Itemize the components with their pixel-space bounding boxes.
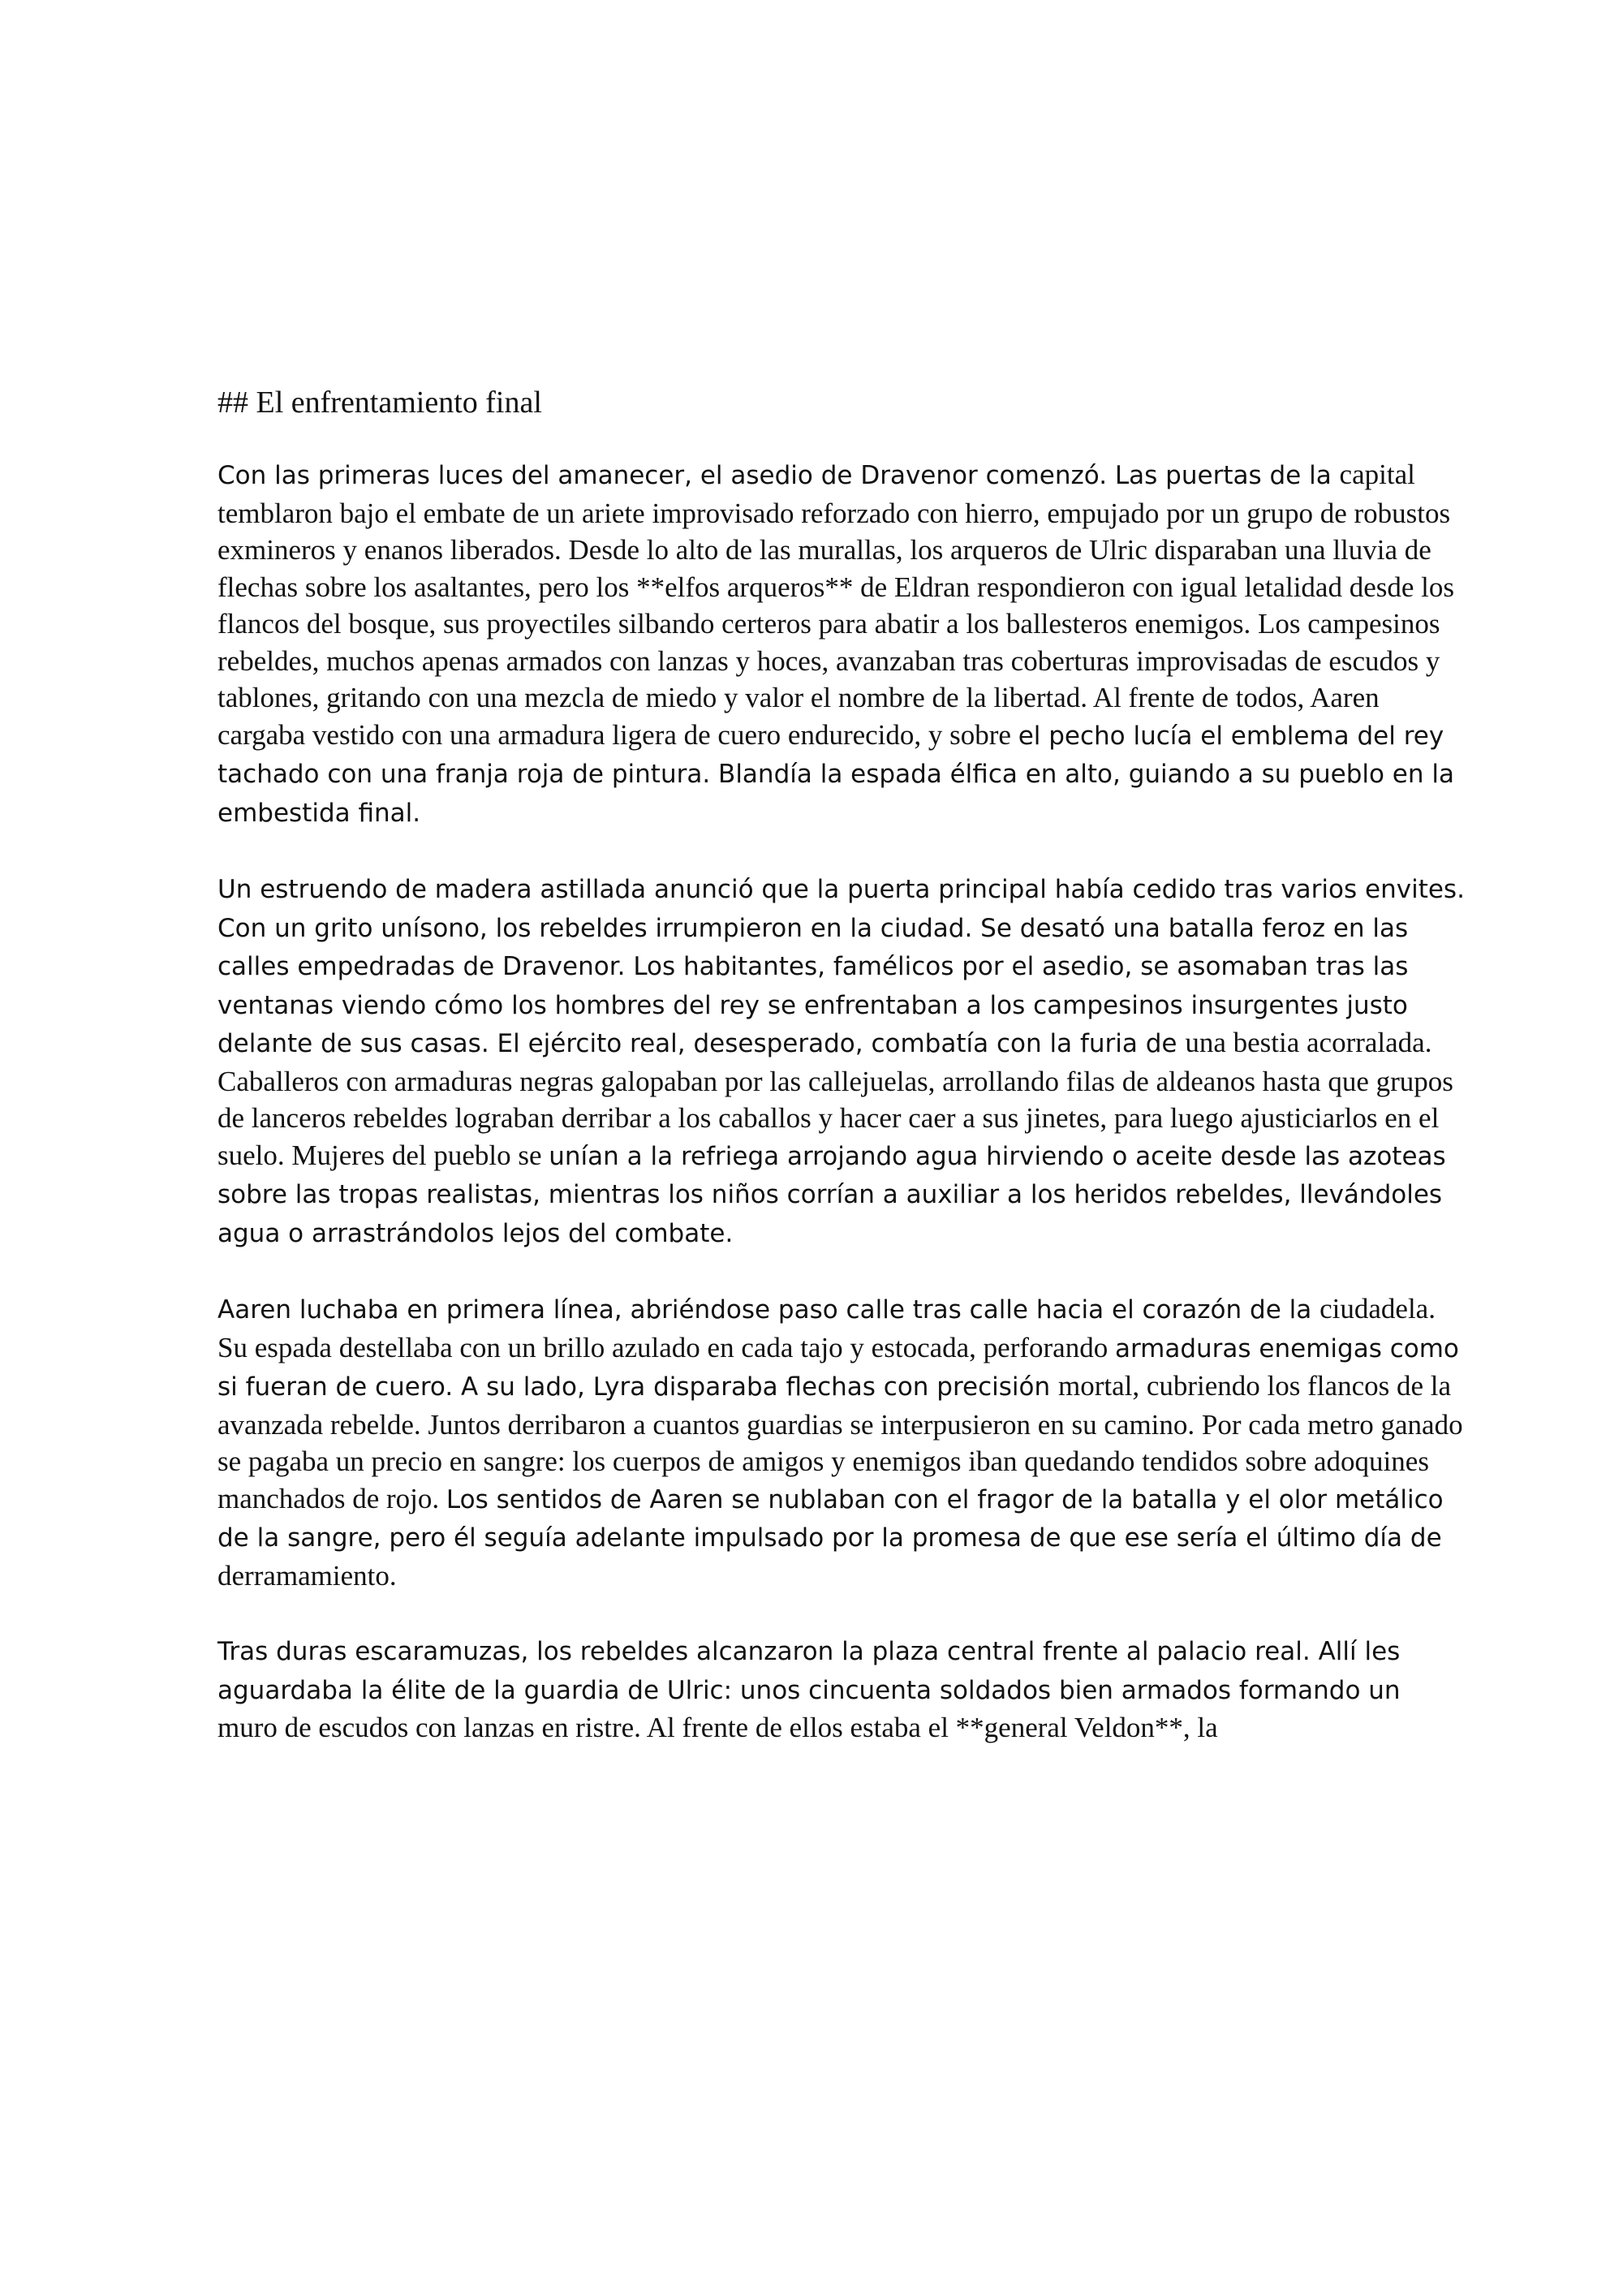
paragraph-1 xyxy=(217,456,1467,832)
text-run: una bestia acorralada. Caballeros con armaduras negras galopaban por las callejuelas, arrollando filas de aldeanos hasta que grupos de lanceros rebeldes lograban derribar a los caballos y hacer caer a sus jinetes, para luego ajusticiarlos en el suelo. Mujeres del pueblo se xyxy=(217,1027,1453,1171)
text-run: Los sentidos de Aaren se nublaban con el fragor de la batalla y el olor metálico de la sangre, pero él seguía adelante impulsado por la promesa de que ese sería el último día de xyxy=(217,1484,1444,1553)
text-run: muro de escudos con lanzas en ristre. Al frente de ellos estaba el **general Veldon**, la xyxy=(217,1712,1218,1743)
paragraph-3 xyxy=(217,1290,1467,1594)
paragraph-4 xyxy=(217,1632,1467,1747)
paragraph-2 xyxy=(217,870,1467,1252)
text-run: mortal, cubriendo los flancos de la avanzada rebelde. Juntos derribaron a cuantos guardias se interpusieron en su camino. Por cada metro ganado se pagaba un precio en sangre: los cuerpos de amigos y enemigos iban quedando tendidos sobre adoquines manchados de rojo. xyxy=(217,1370,1463,1514)
text-run: el pecho lucía el emblema del rey tachado con una franja roja de pintura. Blandía la espada élfica en alto, guiando a su pueblo en la embestida final. xyxy=(217,721,1454,828)
text-run: derramamiento. xyxy=(217,1559,397,1592)
text-run: Tras duras escaramuzas, los rebeldes alcanzaron la plaza central frente al palacio real. Allí les aguardaba la élite de la guardia de Ulric: unos cincuenta soldados bien armados formando un xyxy=(217,1637,1401,1705)
text-run: Aaren luchaba en primera línea, abriéndose paso calle tras calle hacia el corazón de la xyxy=(217,1295,1320,1325)
text-run: unían a la refriega arrojando agua hirviendo o aceite desde las azoteas sobre las tropas realistas, mientras los niños corrían a auxiliar a los heridos rebeldes, llevándoles agua o arrastrándolos lejos del combate. xyxy=(217,1141,1446,1248)
text-run: Con las primeras luces del amanecer, el asedio de Dravenor comenzó. Las puertas de la xyxy=(217,461,1340,490)
text-run: armaduras enemigas como si fueran de cuero. A su lado, Lyra disparaba flechas con precisión xyxy=(217,1333,1459,1402)
text-run: ciudadela. Su espada destellaba con un brillo azulado en cada tajo y estocada, perforando xyxy=(217,1293,1436,1363)
document-body xyxy=(217,381,1467,1785)
text-run: capital temblaron bajo el embate de un ariete improvisado reforzado con hierro, empujado por un grupo de robustos exmineros y enanos liberados. Desde lo alto de las murallas, los arqueros de Ulric disparaban una lluvia de flechas sobre los asaltantes, pero los **elfos arqueros** de Eldran respondieron con igual letalidad desde los flancos del bosque, sus proyectiles silbando certeros para abatir a los ballesteros enemigos. Los campesinos rebeldes, muchos apenas armados con lanzas y hoces, avanzaban tras coberturas improvisadas de escudos y tablones, gritando con una mezcla de miedo y valor el nombre de la libertad. Al frente de todos, Aaren cargaba vestido con una armadura ligera de cuero endurecido, y sobre xyxy=(217,459,1454,751)
text-run: Un estruendo de madera astillada anunció que la puerta principal había cedido tras varios envites. Con un grito unísono, los rebeldes irrumpieron en la ciudad. Se desató una batalla feroz en las calles empedradas de Dravenor. Los habitantes, famélicos por el asedio, se asomaban tras las ventanas viendo cómo los hombres del rey se enfrentaban a los campesinos insurgentes justo delante de sus casas. El ejército real, desesperado, combatía con la furia de xyxy=(217,875,1465,1058)
section-heading: ## El enfrentamiento final xyxy=(217,386,542,420)
